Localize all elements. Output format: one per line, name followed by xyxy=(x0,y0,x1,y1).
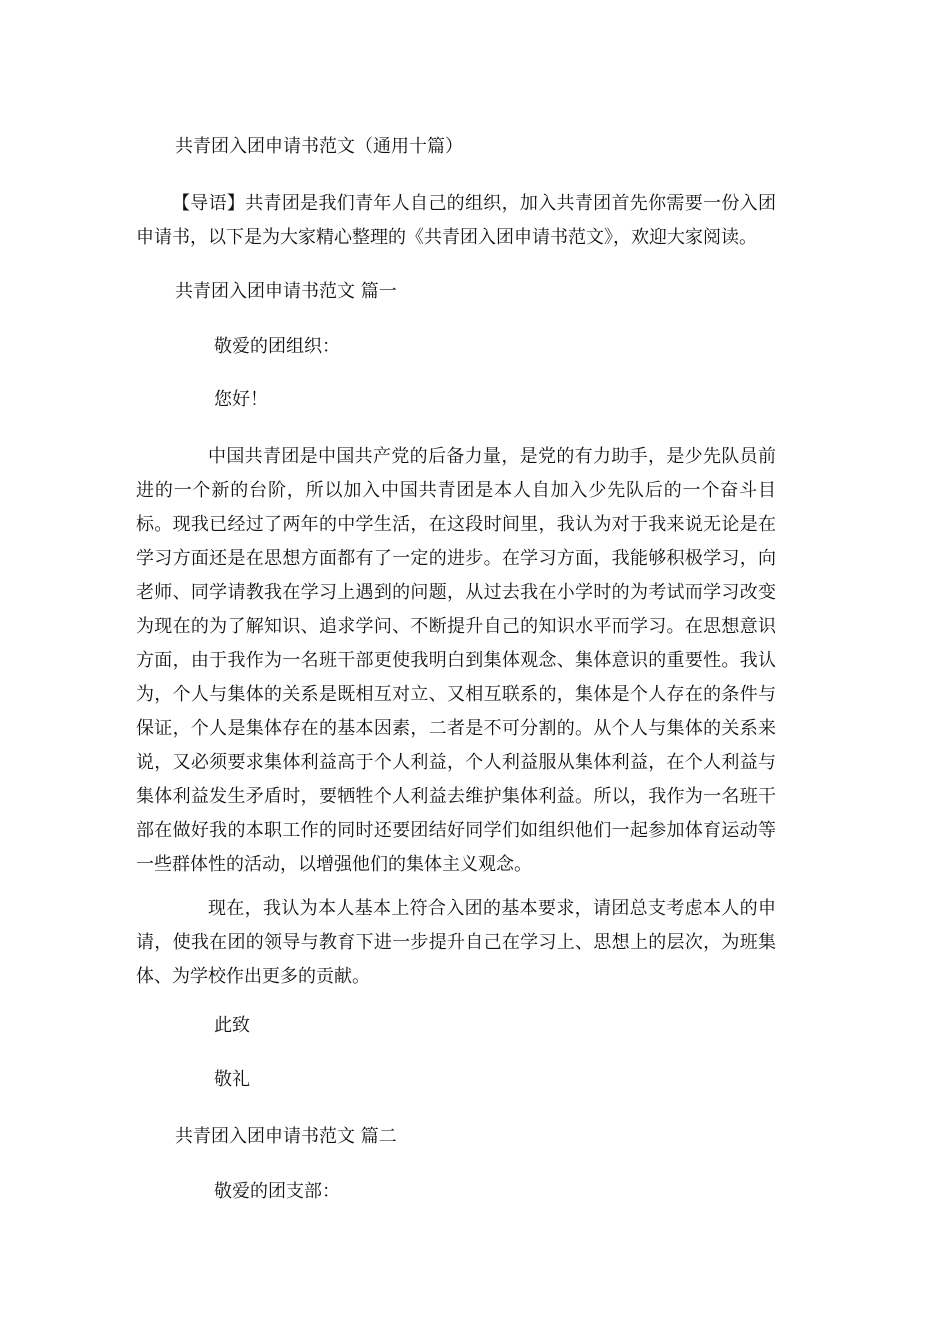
body-paragraph-2: 现在，我认为本人基本上符合入团的基本要求，请团总支考虑本人的申请，使我在团的领导与教育下进一步提升自己在学习上、思想上的层次，为班集体、为学校作出更多的贡献。 xyxy=(136,898,776,987)
salutation-2: 敬爱的团支部： xyxy=(214,1181,340,1202)
body-paragraph-1: 中国共青团是中国共产党的后备力量，是党的有力助手，是少先队员前进的一个新的台阶，所以加入中国共青团是本人自加入少先队后的一个奋斗目标。现我已经过了两年的中学生活，在这段时间里，我认为对于我来说无论是在学习方面还是在思想方面都有了一定的进步。在学习方面，我能够积极学习，向老师、同学请教我在学习上遇到的问题，从过去我在小学时的为考试而学习改变为现在的为了解知识、追求学问、不断提升自己的知识水平而学习。在思想意识方面，由于我作为一名班干部更使我明白到集体观念、集体意识的重要性。我认为，个人与集体的关系是既相互对立、又相互联系的，集体是个人存在的条件与保证，个人是集体存在的基本因素，二者是不可分割的。从个人与集体的关系来说，又必须要求集体利益高于个人利益，个人利益服从集体利益，在个人利益与集体利益发生矛盾时，要牺牲个人利益去维护集体利益。所以，我作为一名班干部在做好我的本职工作的同时还要团结好同学们如组织他们一起参加体育运动等一些群体性的活动，以增强他们的集体主义观念。 xyxy=(136,446,776,875)
greeting: 您好！ xyxy=(214,389,268,410)
document-title: 共青团入团申请书范文（通用十篇） xyxy=(175,136,463,157)
section-heading-1: 共青团入团申请书范文 篇一 xyxy=(175,281,397,302)
intro-paragraph: 【导语】共青团是我们青年人自己的组织，加入共青团首先你需要一份入团申请书，以下是为大家精心整理的《共青团入团申请书范文》，欢迎大家阅读。 xyxy=(136,193,776,248)
section-heading-2: 共青团入团申请书范文 篇二 xyxy=(175,1126,397,1147)
closing-jingli: 敬礼 xyxy=(214,1069,250,1090)
salutation-1: 敬爱的团组织： xyxy=(214,336,340,357)
closing-zhizhi: 此致 xyxy=(214,1015,250,1036)
